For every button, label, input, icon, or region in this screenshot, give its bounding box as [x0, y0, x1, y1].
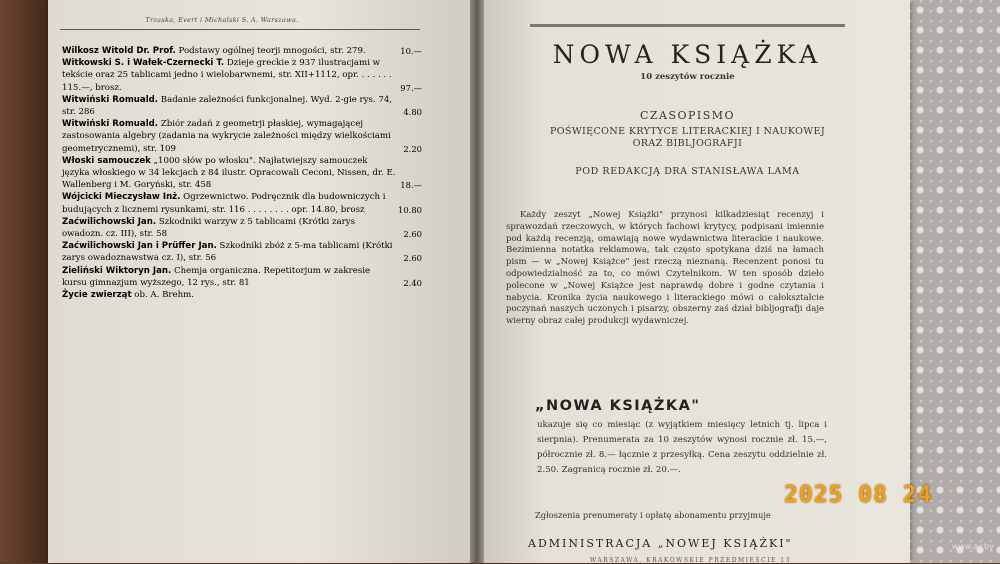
entry-price: 10.— [400, 46, 422, 56]
subscription-paragraph: ukazuje się co miesiąc (z wyjątkiem miesięcy letnich tj. lipca i sierpnia). Prenumerata za 10 zeszytów wynosi rocznie zł. 15.—, półrocznie zł. 8.— łącznie z przesyłką. Cena zeszytu oddzielnie zł. 2.50. Zagranicą rocznie zł. 20.—. [537, 420, 827, 475]
entry-author: Witwiński Romuald. [62, 94, 159, 105]
subtitle-description [530, 126, 845, 150]
entry-price: 18.— [400, 180, 422, 191]
editor-line: POD REDAKCJĄ DRA STANISŁAWA LAMA [575, 166, 800, 177]
entry-price: 2.20 [403, 143, 422, 154]
entry-text: ob. A. Brehm. [131, 290, 195, 301]
administration-line: ADMINISTRACJA „NOWEJ KSIĄŻKI" [528, 537, 793, 550]
entry-price: 2.40 [403, 277, 422, 288]
title-rule [530, 24, 845, 27]
entry-text: Badanie zależności funkcjonalnej. Wyd. 2-gie rys. 74, str. 286 [62, 94, 393, 118]
publisher-header: Trzaska, Evert i Michalski S. A. Warszawa. [145, 16, 299, 24]
subscription-note: Zgłoszenia prenumeraty i opłatę abonamentu przyjmuje [535, 510, 771, 520]
book-gutter [470, 0, 484, 563]
subtitle-periodical: CZASOPISMO [639, 109, 736, 122]
entry-text: Szkodniki warzyw z 5 tablicami (Krótki zarys owadozn. cz. III), str. 58 [62, 216, 355, 240]
entry-text: Chemja organiczna. Repetitorjum w zakresie kursu gimnazjum wyższego, 12 rys., str. 81 [62, 265, 371, 288]
catalog-entry [62, 155, 422, 192]
site-watermark: www.ay.by [951, 542, 994, 551]
entry-text: „1000 słów po włosku". Najłatwiejszy samouczek języka włoskiego w 34 lekcjach z 84 ilustr. Opracowali Ceconi, Nissen, dr. E. Wallenberg i M. Goryński, str. 458 [62, 155, 396, 191]
catalog-entry [62, 289, 422, 301]
subtitle-line: ORAZ BIBLJOGRAFJI [632, 138, 743, 149]
catalog-entry [62, 191, 422, 215]
catalog-entries [62, 45, 422, 301]
paragraph-text: Każdy zeszyt „Nowej Książki" przynosi kilkadziesiąt recenzyj i sprawozdań rzeczowych, w których fachowi krytycy, podpisani imiennie pod każdą recenzją, omawiają nowe wydawnictwa literackie i naukowe. Bezimienna notatka reklamowa, tak często spotykana dziś na łamach pism — w „Nowej Książce" jest rzeczą nieznaną. Recenzent ponosi tu odpowiedzialność za to, co mówi Czytelnikom. W ten sposób dzieło polecone w „Nowej Książce jest naprawdę dobre i godne czytania i nabycia. Kronika życia naukowego i literackiego mówi o całokształcie poczynań naszych uczonych i pisarzy, obszerny zaś dział bibljografji daje wierny obraz całej produkcji wydawniczej. [506, 210, 824, 327]
entry-author: Zieliński Wiktoryn Jan. [62, 265, 172, 276]
entry-text: Zbiór zadań z geometrji płaskiej, wymagającej zastosowania algebry (zadania na wykrycie zależności między wielkościami geometrycznemi), str. 109 [62, 119, 391, 154]
entry-text: Podstawy ogólnej teorji mnogości, str. 279. [175, 46, 366, 56]
photo-date-stamp: 2025 08 24 [784, 482, 933, 508]
entry-author: Witwiński Romuald. [62, 119, 159, 130]
entry-price: 97.— [400, 82, 422, 93]
section-heading: „NOWA KSIĄŻKA" [535, 398, 701, 414]
entry-text: Dzieje greckie z 937 ilustracjami w tekście oraz 25 tablicami jedno i wielobarwnemi, str. XII+1112, opr. . . . . . . 115.—, brosz. [62, 58, 392, 93]
entry-price: 10.80 [398, 204, 422, 215]
issues-per-year: 10 zeszytów rocznie [640, 72, 735, 82]
entry-price: 2.60 [403, 253, 422, 264]
entry-author: Życie zwierząt [62, 290, 132, 301]
catalog-entry [62, 57, 422, 94]
entry-author: Włoski samouczek [62, 155, 151, 166]
subtitle-line: POŚWIĘCONE KRYTYCE LITERACKIEJ I NAUKOWEJ [549, 126, 826, 137]
entry-author: Zaćwilichowski Jan i Prüffer Jan. [62, 241, 217, 252]
description-paragraph [506, 210, 824, 328]
catalog-entry [62, 265, 422, 289]
entry-text: Szkodniki zbóż z 5-ma tablicami (Krótki zarys owadoznawstwa cz. I), str. 56 [62, 241, 393, 264]
entry-text: Ogrzewnictwo. Podręcznik dla budowniczych i budujących z licznemi rysunkami, str. 116 . . . . . . . . opr. 14.80, brosz [62, 192, 386, 215]
entry-author: Wójcicki Mieczysław Inż. [62, 192, 181, 203]
catalog-entry [62, 216, 422, 240]
entry-author: Zaćwilichowski Jan. [62, 216, 157, 227]
catalog-entry [62, 94, 422, 118]
entry-author: Wilkosz Witold Dr. Prof. [62, 46, 176, 56]
entry-price: 2.60 [403, 229, 422, 240]
magazine-title: NOWA KSIĄŻKA [552, 40, 823, 69]
entry-price: 4.80 [403, 107, 422, 118]
entry-author: Witkowski S. i Wałek-Czernecki T. [62, 58, 225, 69]
catalog-entry [62, 240, 422, 264]
header-rule [60, 29, 420, 30]
catalog-entry [62, 118, 422, 155]
address-line: WARSZAWA, KRAKOWSKIE PRZEDMIEŚCIE 13 [590, 557, 791, 564]
catalog-entry [62, 45, 422, 57]
